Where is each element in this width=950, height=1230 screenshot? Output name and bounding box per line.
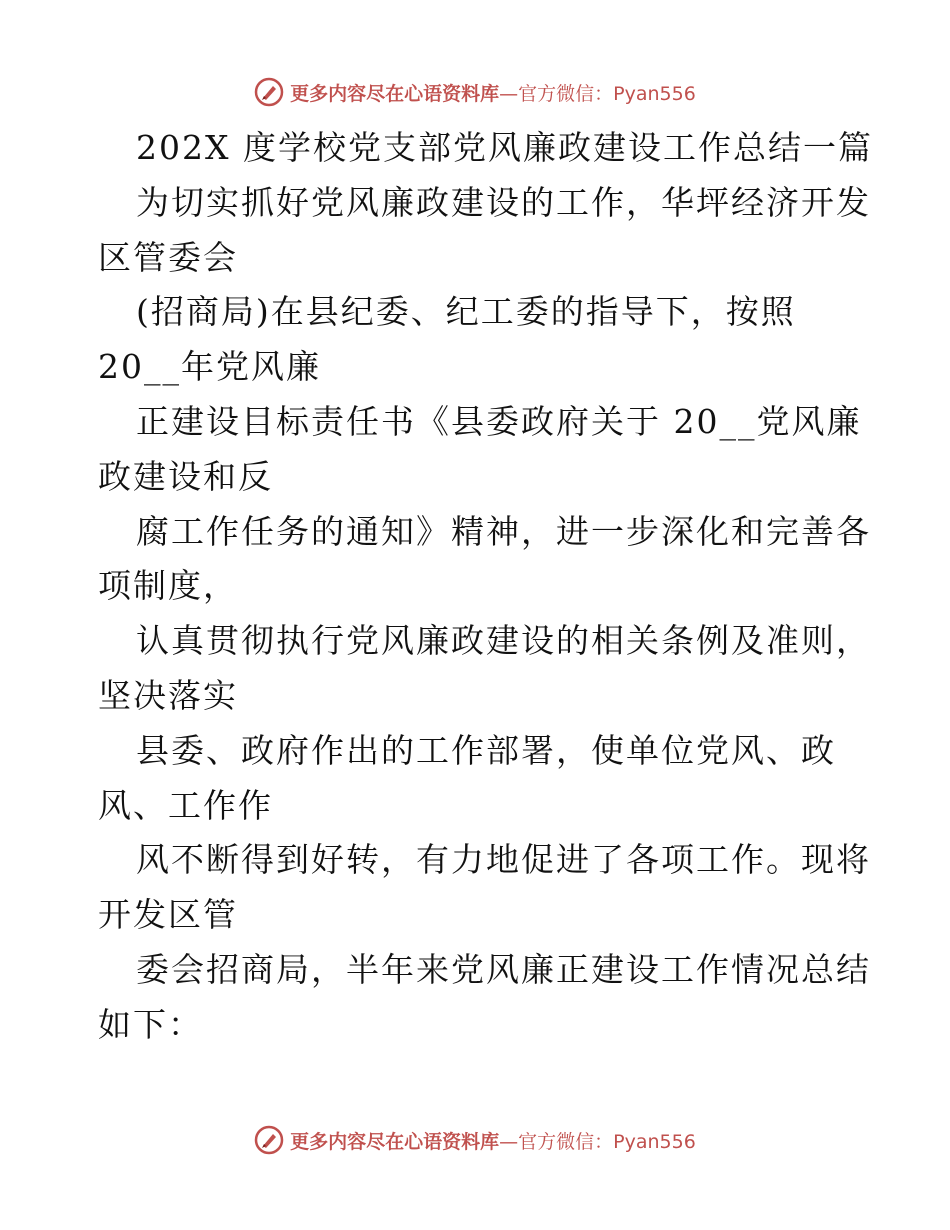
paragraph-line: 项制度， (98, 566, 238, 606)
pen-nib-logo-icon (254, 77, 284, 107)
paragraph-line: 风不断得到好转，有力地促进了各项工作。现将 (136, 840, 871, 880)
paragraph-line: 正建设目标责任书《县委政府关于 20__党风廉 (136, 401, 862, 441)
paragraph-line: 腐工作任务的通知》精神，进一步深化和完善各 (136, 511, 871, 551)
paragraph-line: 委会招商局，半年来党风廉正建设工作情况总结 (136, 949, 871, 989)
watermark-text: 更多内容尽在心语资料库—官方微信：Pyan556 (290, 82, 696, 105)
paragraph-line: 如下： (98, 1004, 203, 1044)
paragraph-line: 为切实抓好党风廉政建设的工作，华坪经济开发 (136, 182, 871, 222)
paragraph-line: 政建设和反 (98, 456, 273, 496)
paragraph-line: 开发区管 (98, 895, 238, 935)
document-title: 202X 度学校党支部党风廉政建设工作总结一篇 (136, 128, 873, 167)
paragraph-line: 区管委会 (98, 237, 238, 277)
paragraph-line: 县委、政府作出的工作部署，使单位党风、政 (136, 730, 836, 770)
paragraph-line: 认真贯彻执行党风廉政建设的相关条例及准则， (136, 621, 871, 661)
pen-nib-logo-icon (254, 1125, 284, 1155)
paragraph-line: 坚决落实 (98, 675, 238, 715)
footer-watermark-banner (0, 1120, 950, 1160)
watermark-text: 更多内容尽在心语资料库—官方微信：Pyan556 (290, 1130, 696, 1153)
paragraph-line: 20__年党风廉 (98, 347, 321, 387)
paragraph-line: 风、工作作 (98, 785, 273, 825)
header-watermark-banner (0, 72, 950, 112)
paragraph-line: (招商局)在县纪委、纪工委的指导下，按照 (136, 292, 796, 332)
document-body (98, 124, 873, 1056)
